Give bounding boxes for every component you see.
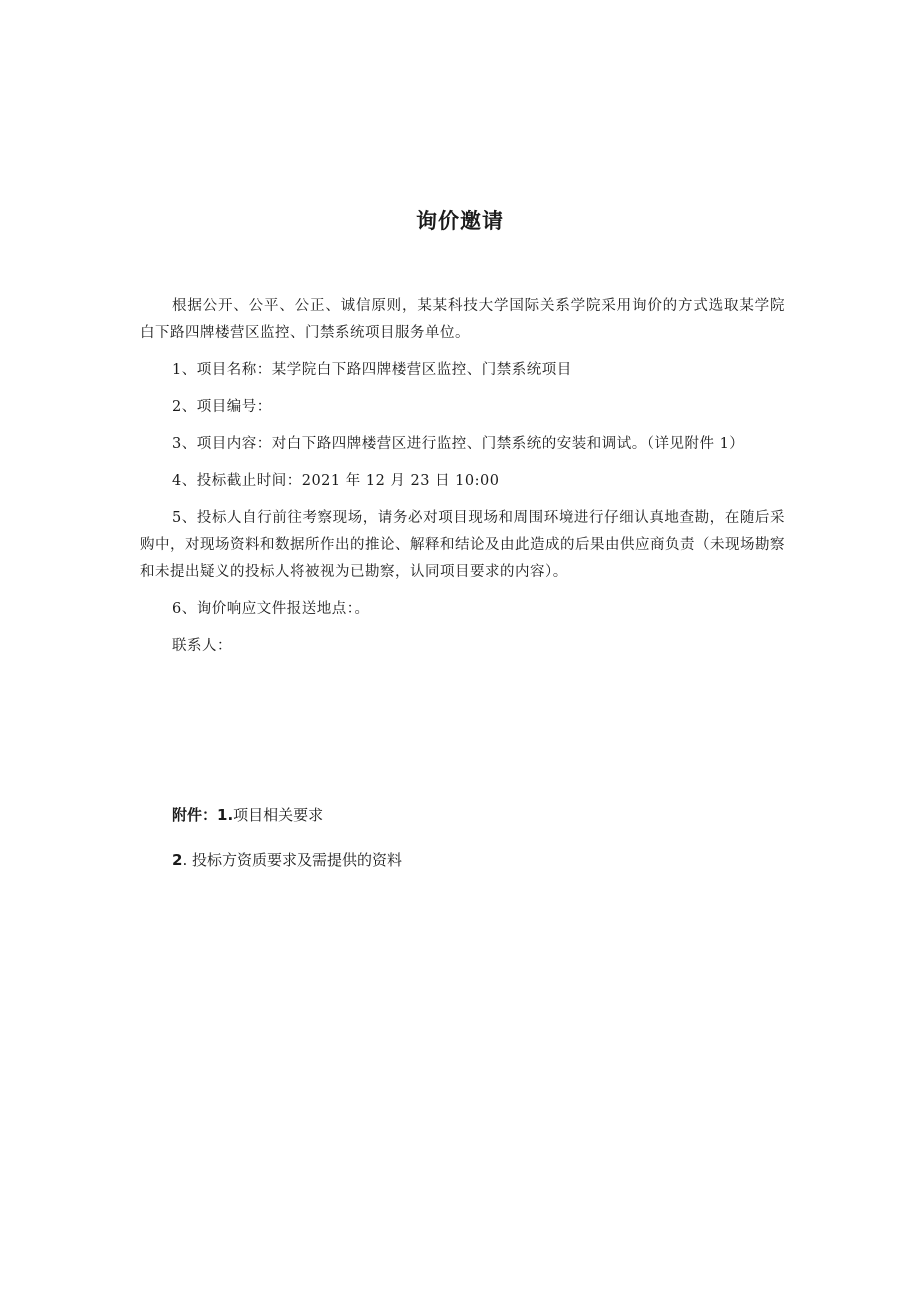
intro-paragraph: 根据公开、公平、公正、诚信原则，某某科技大学国际关系学院采用询价的方式选取某学院白下路四牌楼营区监控、门禁系统项目服务单位。 — [140, 298, 785, 341]
attachment-2-number: 2 — [172, 851, 183, 869]
contact-person: 联系人： — [172, 638, 232, 654]
document-body — [140, 293, 785, 670]
attachment-prefix: 附件： — [172, 806, 218, 824]
attachment-item-2 — [172, 848, 772, 872]
attachment-2-text: . 投标方资质要求及需提供的资料 — [182, 851, 402, 869]
item-site-inspection: 5、投标人自行前往考察现场，请务必对项目现场和周围环境进行仔细认真地查勘，在随后采购中，对现场资料和数据所作出的推论、解释和结论及由此造成的后果由供应商负责（未现场勘察和未提出疑义的投标人将被视为已勘察，认同项目要求的内容）。 — [140, 510, 785, 580]
item-project-content: 3、项目内容：对白下路四牌楼营区进行监控、门禁系统的安装和调试。（详见附件 1） — [172, 436, 745, 452]
attachments-section — [172, 803, 772, 893]
item-deadline: 4、投标截止时间：2021 年 12 月 23 日 10:00 — [172, 473, 500, 489]
item-project-name: 1、项目名称：某学院白下路四牌楼营区监控、门禁系统项目 — [172, 362, 572, 378]
attachment-1-text: 项目相关要求 — [233, 806, 324, 824]
item-submission-location: 6、询价响应文件报送地点：。 — [172, 601, 370, 617]
item-project-number: 2、项目编号： — [172, 399, 272, 415]
document-title: 询价邀请 — [416, 209, 504, 233]
attachment-item-1 — [172, 803, 772, 827]
attachment-1-number: 1. — [217, 806, 234, 824]
